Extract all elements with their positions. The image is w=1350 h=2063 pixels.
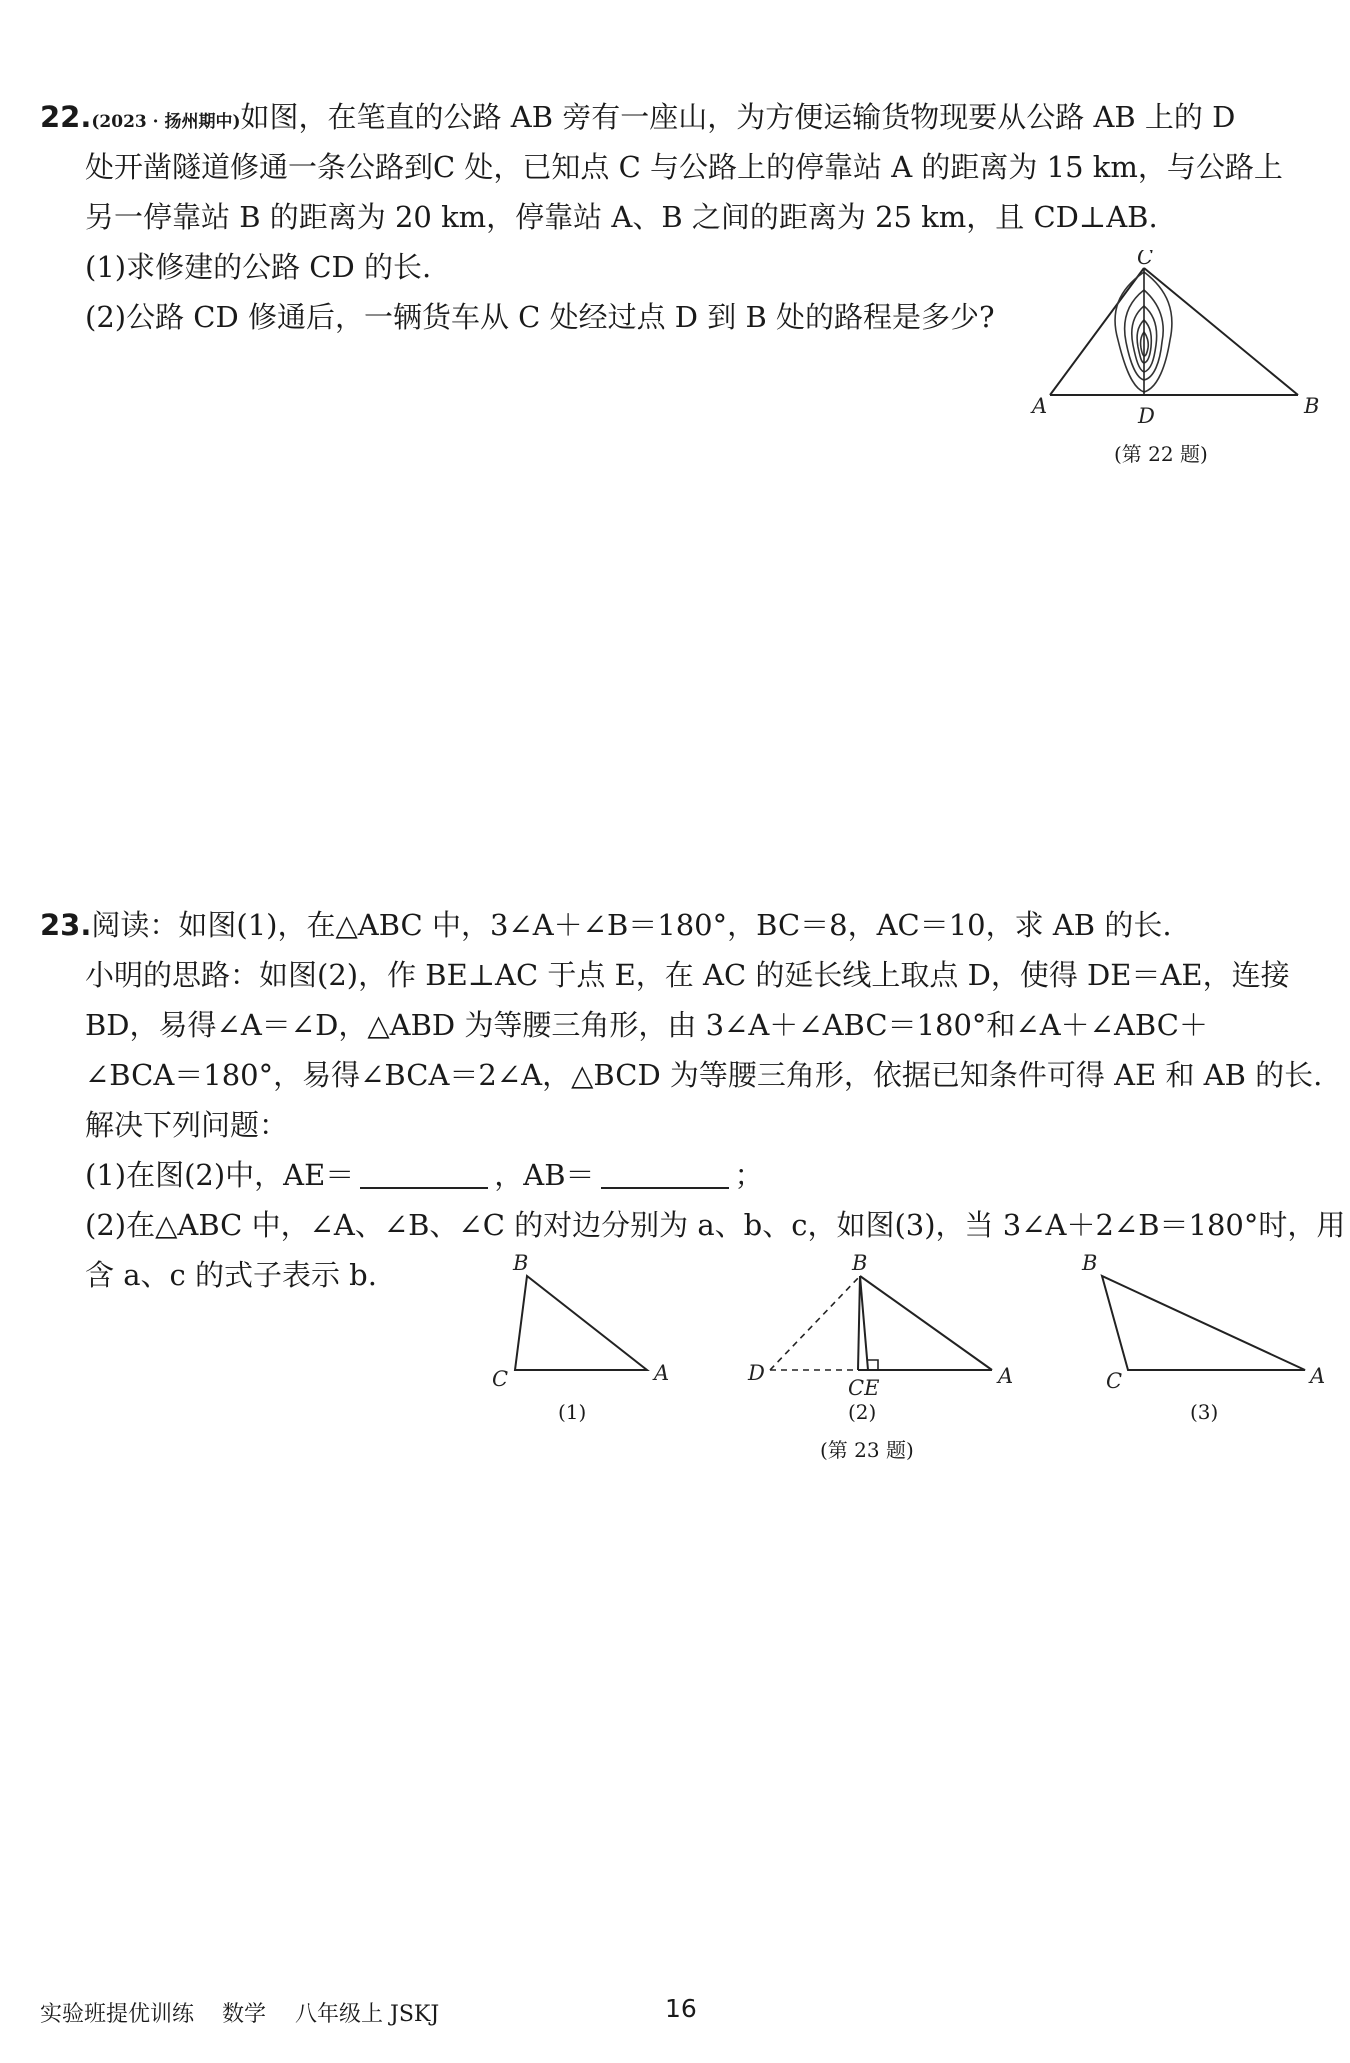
q22-caption: (第 22 题) (1114, 442, 1208, 466)
fig3-label-b: B (1082, 1251, 1098, 1275)
fig2-label-b: B (852, 1251, 868, 1275)
ae-answer-blank[interactable] (360, 1163, 488, 1189)
q23-number: 23. (40, 908, 92, 942)
segment-ba (860, 1276, 992, 1370)
label-c: C (1137, 250, 1154, 269)
q23-part-1-text-a: (1)在图(2)中，AE＝ (85, 1158, 355, 1192)
fig2-label-a: A (998, 1364, 1014, 1388)
q22-line-1 (40, 98, 1235, 141)
q23-line-3: BD，易得∠A＝∠D，△ABD 为等腰三角形，由 3∠A＋∠ABC＝180°和∠A＋∠ABC＋ (85, 1008, 1208, 1042)
segment-db (770, 1276, 860, 1370)
fig1-label-a: A (654, 1361, 670, 1385)
q22-figure (1020, 250, 1340, 425)
q22-source: (2023 · 扬州期中) (91, 112, 241, 132)
fig3-label-a: A (1310, 1364, 1326, 1388)
triangle-abc-1 (515, 1276, 647, 1370)
fig1-caption: (1) (558, 1400, 587, 1424)
segment-cb (858, 1276, 860, 1370)
page-number: 16 (665, 1994, 697, 2023)
q22-number: 22. (40, 100, 92, 134)
footer-subject: 数学 (222, 2002, 267, 2027)
right-angle-mark (868, 1360, 878, 1370)
q23-part-2-line-2: 含 a、c 的式子表示 b. (85, 1258, 377, 1292)
q23-line-4: ∠BCA＝180°，易得∠BCA＝2∠A，△BCD 为等腰三角形，依据已知条件可得 AE 和 AB 的长. (85, 1058, 1323, 1092)
footer-book-title: 实验班提优训练 (40, 2002, 195, 2027)
label-a: A (1032, 394, 1048, 418)
fig1-label-c: C (492, 1367, 509, 1391)
q23-part-2-line-1: (2)在△ABC 中，∠A、∠B、∠C 的对边分别为 a、b、c，如图(3)，当 3∠A＋2∠B＝180°时，用 (85, 1208, 1346, 1242)
q23-line-5: 解决下列问题： (85, 1108, 289, 1142)
label-d: D (1138, 404, 1155, 425)
q23-figure-2 (730, 1250, 1020, 1405)
fig2-label-ce: CE (848, 1376, 880, 1400)
q23-line-1 (40, 906, 1172, 944)
q23-caption: (第 23 题) (820, 1438, 914, 1462)
triangle-abc-3 (1102, 1276, 1305, 1370)
segment-bc (1144, 268, 1298, 395)
ab-answer-blank[interactable] (601, 1163, 729, 1189)
q22-line-3: 另一停靠站 B 的距离为 20 km，停靠站 A、B 之间的距离为 25 km，且 CD⊥AB. (85, 200, 1158, 234)
fig3-label-c: C (1106, 1369, 1123, 1393)
q22-text-1: 如图，在笔直的公路 AB 旁有一座山，为方便运输货物现要从公路 AB 上的 D (240, 100, 1236, 134)
q23-line-2: 小明的思路：如图(2)，作 BE⊥AC 于点 E，在 AC 的延长线上取点 D，使得 DE＝AE，连接 (85, 958, 1290, 992)
q22-part-1: (1)求修建的公路 CD 的长. (85, 250, 432, 284)
fig3-caption: (3) (1190, 1400, 1219, 1424)
label-b: B (1304, 394, 1320, 418)
fig2-caption: (2) (848, 1400, 877, 1424)
q23-figure-3 (1060, 1250, 1340, 1395)
fig1-label-b: B (513, 1251, 529, 1275)
q22-part-2: (2)公路 CD 修通后，一辆货车从 C 处经过点 D 到 B 处的路程是多少? (85, 300, 995, 334)
segment-be (860, 1276, 868, 1370)
q22-line-2: 处开凿隧道修通一条公路到C 处，已知点 C 与公路上的停靠站 A 的距离为 15 km，与公路上 (85, 150, 1283, 184)
q23-figure-1 (480, 1250, 680, 1395)
q23-part-1-text-c: ； (734, 1158, 764, 1192)
footer-grade: 八年级上 JSKJ (295, 2002, 440, 2027)
q23-part-1-text-b: ，AB＝ (494, 1158, 595, 1192)
q23-part-1 (85, 1156, 764, 1194)
q23-text-1: 阅读：如图(1)，在△ABC 中，3∠A＋∠B＝180°，BC＝8，AC＝10，求 AB 的长. (91, 908, 1172, 942)
fig2-label-d: D (748, 1361, 765, 1385)
